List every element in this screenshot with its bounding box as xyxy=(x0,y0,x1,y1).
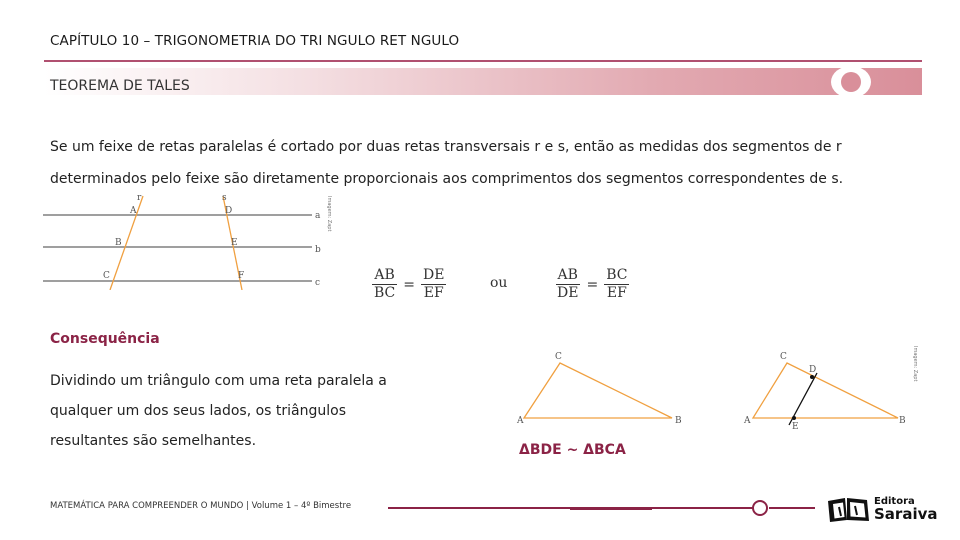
similarity-statement: ΔBDE ~ ΔBCA xyxy=(519,442,626,458)
banner-dot xyxy=(841,72,861,92)
point-e xyxy=(792,416,796,420)
label-E: E xyxy=(231,238,238,248)
formula1-den1: BC xyxy=(374,285,396,301)
label-C: C xyxy=(103,271,110,281)
chapter-title: CAPÍTULO 10 – TRIGONOMETRIA DO TRI NGULO RET NGULO xyxy=(50,33,460,49)
tri2-label-B: B xyxy=(899,416,906,426)
label-A: A xyxy=(130,206,137,216)
theorem-text: Se um feixe de retas paralelas é cortado por duas retas transversais r e s, então as medidas dos segmentos de r determinados pelo feixe são diretamente proporcionais aos comprimentos dos segmentos correspondentes de s. xyxy=(50,139,844,187)
consequence-title: Consequência xyxy=(50,331,160,347)
chapter-divider xyxy=(44,60,922,62)
image-credit-2: Imagem: Zapt xyxy=(912,346,918,382)
tri2-label-A: A xyxy=(744,416,751,426)
footer-line-right xyxy=(769,507,815,509)
label-F: F xyxy=(238,271,245,281)
formula1-equals: = xyxy=(403,276,415,293)
tri2-label-C: C xyxy=(780,352,787,362)
label-r: r xyxy=(137,193,142,203)
connector-ou: ou xyxy=(490,275,508,291)
tri1-label-C: C xyxy=(555,352,562,362)
label-b: b xyxy=(315,245,321,255)
formula2-den2: EF xyxy=(606,285,627,301)
formula2-den1: DE xyxy=(557,285,579,301)
tri2-label-D: D xyxy=(809,365,817,375)
consequence-text: Dividindo um triângulo com uma reta paralela a qualquer um dos seus lados, os triângulos resultantes são semelhantes. xyxy=(50,373,387,449)
image-credit-1: Imagem: Zapt xyxy=(326,196,332,232)
label-c: c xyxy=(315,278,321,288)
point-d xyxy=(810,375,814,379)
tri2-label-E: E xyxy=(792,422,799,432)
label-D: D xyxy=(225,206,233,216)
book-icon xyxy=(825,495,871,523)
formula2-num2: BC xyxy=(606,267,628,283)
footer-text: MATEMÁTICA PARA COMPREENDER O MUNDO | Volume 1 – 4º Bimestre xyxy=(50,501,352,511)
tri1-label-A: A xyxy=(517,416,524,426)
thales-figure xyxy=(40,190,340,290)
formula1-num1: AB xyxy=(374,267,395,283)
triangles-figure xyxy=(510,345,915,437)
logo-big-text: Saraiva xyxy=(874,504,938,523)
formula2-equals: = xyxy=(586,276,599,293)
label-B: B xyxy=(115,238,122,248)
triangle-abc xyxy=(524,363,672,418)
label-a: a xyxy=(315,211,321,221)
footer-ring xyxy=(752,500,768,516)
formula1-num2: DE xyxy=(423,267,445,283)
formula2-num1: AB xyxy=(557,267,578,283)
logo-small-text: Editora xyxy=(874,495,915,507)
section-title: TEOREMA DE TALES xyxy=(50,78,190,94)
label-s: s xyxy=(222,193,227,203)
proportion-formula-2 xyxy=(555,267,629,302)
tri1-label-B: B xyxy=(675,416,682,426)
proportion-formula-1 xyxy=(372,267,446,302)
triangle-abc-divided xyxy=(753,363,898,418)
saraiva-logo xyxy=(825,495,938,523)
footer-line-accent xyxy=(570,509,652,510)
formula1-den2: EF xyxy=(423,285,444,301)
